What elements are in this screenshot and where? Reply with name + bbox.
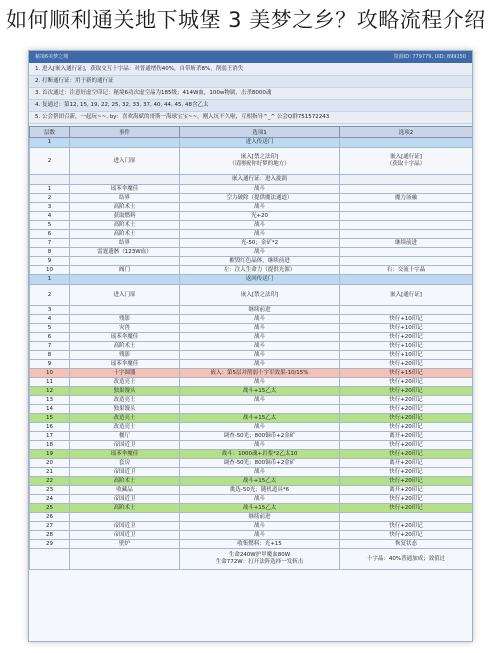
cell-option1: 战斗 bbox=[180, 441, 340, 450]
cell-option2: 快行+20印记 bbox=[340, 396, 473, 405]
table-row bbox=[30, 477, 473, 486]
table-row bbox=[30, 175, 473, 185]
table-row bbox=[30, 257, 473, 266]
cell-event: 雷霆遗骸（123W血） bbox=[70, 248, 180, 257]
cell-event: 餐厅 bbox=[70, 432, 180, 441]
cell-floor: 13 bbox=[30, 396, 70, 405]
cell-event: 套房 bbox=[70, 459, 180, 468]
cell-event: 灾兽 bbox=[70, 324, 180, 333]
cell-event: 高阶术士 bbox=[70, 342, 180, 351]
note-item: 4. 复通过：第12, 15, 19, 22, 25, 32, 33, 37, 40, 44, 45, 48含乙太 bbox=[29, 100, 472, 112]
cell-event: 进入门扉 bbox=[70, 285, 180, 306]
cell-event: 改造亮士 bbox=[70, 396, 180, 405]
cell-event: 结界 bbox=[70, 194, 180, 203]
cell-option1: 战斗+15乙太 bbox=[180, 414, 340, 423]
cell-option2: 快行+20印记 bbox=[340, 414, 473, 423]
cell-option2: 快行+10印记 bbox=[340, 324, 473, 333]
cell-floor: 8 bbox=[30, 351, 70, 360]
cell-option1: 战斗 bbox=[180, 396, 340, 405]
cell-option1: 光+20 bbox=[180, 212, 340, 221]
table-row bbox=[30, 221, 473, 230]
cell-floor: 26 bbox=[30, 513, 70, 522]
table-row bbox=[30, 432, 473, 441]
cell-option1: 返回传送门 bbox=[180, 275, 340, 285]
cell-floor: 29 bbox=[30, 540, 70, 549]
cell-option2: 快行+20印记 bbox=[340, 531, 473, 540]
table-row bbox=[30, 148, 473, 175]
cell-option1 bbox=[180, 405, 340, 414]
cell-option2: 快行+20印记 bbox=[340, 333, 473, 342]
col-header-floor: 层数 bbox=[30, 127, 70, 138]
cell-floor: 2 bbox=[30, 148, 70, 175]
cell-option1: 光-50；金矿*2 bbox=[180, 239, 340, 248]
cell-floor: 1 bbox=[30, 185, 70, 194]
cell-floor: 14 bbox=[30, 405, 70, 414]
cell-event bbox=[70, 138, 180, 148]
cell-option1: 战斗+15乙太 bbox=[180, 477, 340, 486]
cell-option2: 快行+20印记 bbox=[340, 450, 473, 459]
cell-option1: 战斗 bbox=[180, 324, 340, 333]
cell-option1: 战斗 bbox=[180, 360, 340, 369]
cell-event bbox=[70, 513, 180, 522]
table-row bbox=[30, 423, 473, 432]
table-row bbox=[30, 531, 473, 540]
table-row bbox=[30, 212, 473, 221]
cell-option1: 空力破除（提供魔法通道） bbox=[180, 194, 340, 203]
cell-option2 bbox=[340, 306, 473, 315]
cell-option1: 收集燃料：光+15 bbox=[180, 540, 340, 549]
cell-option2: 恢复状态 bbox=[340, 540, 473, 549]
cell-option2: 快行+15印记 bbox=[340, 369, 473, 378]
cell-floor: 5 bbox=[30, 324, 70, 333]
table-row bbox=[30, 549, 473, 570]
cell-event: 独果馒头 bbox=[70, 387, 180, 396]
cell-event: 瑶苯伞魔佳 bbox=[70, 450, 180, 459]
cell-floor bbox=[30, 549, 70, 570]
cell-option2 bbox=[340, 513, 473, 522]
cell-option1: 嵌入：第5层并削弱十字军效果-10/15% bbox=[180, 369, 340, 378]
notes-list bbox=[29, 63, 472, 126]
cell-floor: 8 bbox=[30, 248, 70, 257]
cell-option2: 右：交流十字晶 bbox=[340, 266, 473, 275]
col-header-option2: 选项2 bbox=[340, 127, 473, 138]
table-row bbox=[30, 369, 473, 378]
col-header-event: 事件 bbox=[70, 127, 180, 138]
table-row bbox=[30, 360, 473, 369]
cell-floor: 12 bbox=[30, 387, 70, 396]
steps-table-body bbox=[30, 138, 473, 570]
cell-option2: 快行+10印记 bbox=[340, 315, 473, 324]
cell-floor: 21 bbox=[30, 468, 70, 477]
cell-event: 结界 bbox=[70, 239, 180, 248]
cell-event: 帝国近卫 bbox=[70, 495, 180, 504]
table-row bbox=[30, 230, 473, 239]
cell-floor: 1 bbox=[30, 275, 70, 285]
cell-option2 bbox=[340, 248, 473, 257]
cell-option2: 快行+20印记 bbox=[340, 405, 473, 414]
table-row bbox=[30, 239, 473, 248]
cell-option1: 战斗 bbox=[180, 315, 340, 324]
page-title: 如何顺利通关地下城堡 3 美梦之乡？攻略流程介绍 bbox=[6, 8, 486, 32]
cell-event: 高阶术士 bbox=[70, 203, 180, 212]
cell-floor: 7 bbox=[30, 342, 70, 351]
cell-floor: 22 bbox=[30, 477, 70, 486]
cell-option2: 嵌入[通行证] bbox=[340, 285, 473, 306]
table-row bbox=[30, 285, 473, 306]
cell-floor: 24 bbox=[30, 495, 70, 504]
cell-option1: 战斗 bbox=[180, 230, 340, 239]
note-item: 5. 公会帮团召新，一起玩~~, by：喜欢海斌的哥斯一海球宝宝~~，刚入坑不久啦，互相指导^_^ 公会Q群751572243 bbox=[29, 112, 472, 124]
cell-event: 收藏品 bbox=[70, 486, 180, 495]
cell-event: 瑶苯伞魔佳 bbox=[70, 360, 180, 369]
cell-option1: 挑选-50光；随机道具*6 bbox=[180, 486, 340, 495]
cell-event: 高阶术士 bbox=[70, 221, 180, 230]
cell-floor: 3 bbox=[30, 203, 70, 212]
steps-table bbox=[29, 126, 473, 570]
table-row bbox=[30, 248, 473, 257]
cell-event: 瑶苯伞魔佳 bbox=[70, 333, 180, 342]
cell-option1: 嵌入[禁之法印] bbox=[180, 285, 340, 306]
cell-option1: 战斗 bbox=[180, 221, 340, 230]
cell-floor: 11 bbox=[30, 378, 70, 387]
cell-floor: 2 bbox=[30, 285, 70, 306]
cell-floor: 9 bbox=[30, 360, 70, 369]
table-row bbox=[30, 342, 473, 351]
cell-option1: 生命240W护甲魔血80W 生命772W：打开法阵选择一发斩击 bbox=[180, 549, 340, 570]
cell-event: 改造亮士 bbox=[70, 414, 180, 423]
cell-option2 bbox=[340, 230, 473, 239]
cell-option2: 快行+20印记 bbox=[340, 522, 473, 531]
cell-option1: 继续前进 bbox=[180, 306, 340, 315]
cell-floor: 18 bbox=[30, 441, 70, 450]
table-row bbox=[30, 315, 473, 324]
cell-floor: 19 bbox=[30, 450, 70, 459]
cell-option1: 摧毁红色晶体，继续前进 bbox=[180, 257, 340, 266]
table-row bbox=[30, 495, 473, 504]
table-row bbox=[30, 185, 473, 194]
table-row bbox=[30, 468, 473, 477]
cell-option2: 快行+20印记 bbox=[340, 387, 473, 396]
cell-option1: 继续前进 bbox=[180, 513, 340, 522]
cell-option2: 嵌入[通行证] （获取十字晶） bbox=[340, 148, 473, 175]
cell-floor: 6 bbox=[30, 333, 70, 342]
cell-floor: 20 bbox=[30, 459, 70, 468]
cell-floor: 25 bbox=[30, 504, 70, 513]
cell-event: 改造亮士 bbox=[70, 378, 180, 387]
cell-option2: 快行+10印记 bbox=[340, 342, 473, 351]
cell-option1: 嵌入通行证：进入旋涡 bbox=[180, 175, 340, 185]
cell-option1: 战斗 bbox=[180, 423, 340, 432]
note-item: 2. 打断通行证：用于新的通行证 bbox=[29, 76, 472, 88]
cell-event: 进入门扉 bbox=[70, 148, 180, 175]
cell-floor bbox=[30, 175, 70, 185]
doc-header-title: 秘境6美梦之城 bbox=[35, 54, 69, 60]
cell-floor: 6 bbox=[30, 230, 70, 239]
table-row bbox=[30, 194, 473, 203]
cell-floor: 2 bbox=[30, 194, 70, 203]
cell-floor: 15 bbox=[30, 414, 70, 423]
cell-option1: 左：注入生命力（提供光源） bbox=[180, 266, 340, 275]
col-header-option1: 选项1 bbox=[180, 127, 340, 138]
table-row bbox=[30, 351, 473, 360]
cell-option2: 魔力汤融 bbox=[340, 194, 473, 203]
cell-option2 bbox=[340, 212, 473, 221]
table-row bbox=[30, 138, 473, 148]
cell-event: 高阶术士 bbox=[70, 504, 180, 513]
cell-event: 获取燃料 bbox=[70, 212, 180, 221]
table-row bbox=[30, 333, 473, 342]
table-row bbox=[30, 306, 473, 315]
note-item: 1. 进入[嵌入通行证]，获取交互十字晶：对普通增伤40%，自带斩杀8%，削弱王消失 bbox=[29, 64, 472, 76]
table-row bbox=[30, 450, 473, 459]
table-header-row bbox=[30, 127, 473, 138]
table-row bbox=[30, 540, 473, 549]
cell-event: 残影 bbox=[70, 315, 180, 324]
cell-option2: 快行+20印记 bbox=[340, 504, 473, 513]
cell-option1: 战斗 bbox=[180, 203, 340, 212]
cell-option2 bbox=[340, 257, 473, 266]
cell-event: 阀门 bbox=[70, 266, 180, 275]
cell-option2: 快行+20印记 bbox=[340, 360, 473, 369]
table-row bbox=[30, 459, 473, 468]
table-row bbox=[30, 396, 473, 405]
table-row bbox=[30, 414, 473, 423]
cell-option2: 快行+20印记 bbox=[340, 468, 473, 477]
cell-event bbox=[70, 275, 180, 285]
table-row bbox=[30, 513, 473, 522]
note-item: 3. 首次通过：注意好虚空印记：秘境6功次虚空晶为185级；414W血，100w物属，击杀8000魂 bbox=[29, 88, 472, 100]
cell-option1: 调查-50光；800铜币+2金矿 bbox=[180, 459, 340, 468]
table-row bbox=[30, 378, 473, 387]
cell-floor: 23 bbox=[30, 486, 70, 495]
cell-option1: 战斗 bbox=[180, 531, 340, 540]
cell-option2: 离开+20印记 bbox=[340, 459, 473, 468]
cell-event: 改造亮士 bbox=[70, 423, 180, 432]
cell-floor: 17 bbox=[30, 432, 70, 441]
cell-option2: 离开+20印记 bbox=[340, 432, 473, 441]
cell-option2: 离开+20印记 bbox=[340, 486, 473, 495]
table-row bbox=[30, 405, 473, 414]
table-row bbox=[30, 504, 473, 513]
table-row bbox=[30, 324, 473, 333]
cell-option2: 继续前进 bbox=[340, 239, 473, 248]
cell-event: 壁炉 bbox=[70, 540, 180, 549]
cell-event: 十字圆器 bbox=[70, 369, 180, 378]
doc-header bbox=[29, 51, 472, 63]
cell-option2 bbox=[340, 175, 473, 185]
cell-option1: 战斗 bbox=[180, 378, 340, 387]
cell-event: 瑶苯伞魔佳 bbox=[70, 185, 180, 194]
cell-option2 bbox=[340, 138, 473, 148]
table-row bbox=[30, 522, 473, 531]
guide-document bbox=[28, 50, 473, 642]
table-row bbox=[30, 266, 473, 275]
cell-option1: 嵌入[禁之法印] （请刚祝你好梦的地方） bbox=[180, 148, 340, 175]
cell-floor: 9 bbox=[30, 257, 70, 266]
cell-option1: 进入传送门 bbox=[180, 138, 340, 148]
cell-floor: 5 bbox=[30, 221, 70, 230]
table-row bbox=[30, 441, 473, 450]
cell-option2: 快行+20印记 bbox=[340, 441, 473, 450]
cell-option2: 快行+20印记 bbox=[340, 477, 473, 486]
cell-option1: 战斗+15乙太 bbox=[180, 387, 340, 396]
cell-option1: 战斗 bbox=[180, 342, 340, 351]
cell-event: 帝国近卫 bbox=[70, 441, 180, 450]
cell-floor: 28 bbox=[30, 531, 70, 540]
cell-event: 高阶术士 bbox=[70, 230, 180, 239]
cell-event: 高阶术士 bbox=[70, 477, 180, 486]
cell-floor: 10 bbox=[30, 369, 70, 378]
cell-floor: 7 bbox=[30, 239, 70, 248]
cell-event bbox=[70, 306, 180, 315]
cell-option2 bbox=[340, 203, 473, 212]
cell-option1: 战斗+15乙太 bbox=[180, 504, 340, 513]
cell-option1: 战斗 bbox=[180, 351, 340, 360]
table-row bbox=[30, 387, 473, 396]
cell-event bbox=[70, 175, 180, 185]
cell-event bbox=[70, 257, 180, 266]
table-row bbox=[30, 203, 473, 212]
cell-floor: 16 bbox=[30, 423, 70, 432]
table-row bbox=[30, 275, 473, 285]
cell-option2: 快行+20印记 bbox=[340, 378, 473, 387]
cell-option2 bbox=[340, 275, 473, 285]
cell-option1: 战斗 bbox=[180, 468, 340, 477]
cell-floor: 27 bbox=[30, 522, 70, 531]
cell-floor: 4 bbox=[30, 212, 70, 221]
cell-option2: 快行+10印记 bbox=[340, 351, 473, 360]
cell-option1: 战斗 bbox=[180, 185, 340, 194]
cell-option1: 战斗：1000魂+岩浆*2乙太10 bbox=[180, 450, 340, 459]
cell-floor: 3 bbox=[30, 306, 70, 315]
cell-option1: 战斗 bbox=[180, 248, 340, 257]
cell-event: 残影 bbox=[70, 351, 180, 360]
doc-header-uid: 资源ID: 779779, UID: 899150 bbox=[393, 54, 466, 60]
cell-event: 帝国近卫 bbox=[70, 522, 180, 531]
cell-option2: 快行+20印记 bbox=[340, 495, 473, 504]
cell-option1: 调查-50光；800铜币+2金矿 bbox=[180, 432, 340, 441]
cell-floor: 1 bbox=[30, 138, 70, 148]
table-row bbox=[30, 486, 473, 495]
cell-event: 帝国近卫 bbox=[70, 531, 180, 540]
cell-option2 bbox=[340, 185, 473, 194]
cell-event: 独果馒头 bbox=[70, 405, 180, 414]
cell-option1: 战斗 bbox=[180, 495, 340, 504]
cell-floor: 10 bbox=[30, 266, 70, 275]
cell-floor: 4 bbox=[30, 315, 70, 324]
cell-option1: 战斗 bbox=[180, 333, 340, 342]
cell-event: 帝国近卫 bbox=[70, 468, 180, 477]
cell-option2: 十字晶：40%普通加成；效值过 bbox=[340, 549, 473, 570]
cell-event bbox=[70, 549, 180, 570]
cell-option2: 快行+20印记 bbox=[340, 423, 473, 432]
cell-option1: 战斗 bbox=[180, 522, 340, 531]
cell-option2 bbox=[340, 221, 473, 230]
